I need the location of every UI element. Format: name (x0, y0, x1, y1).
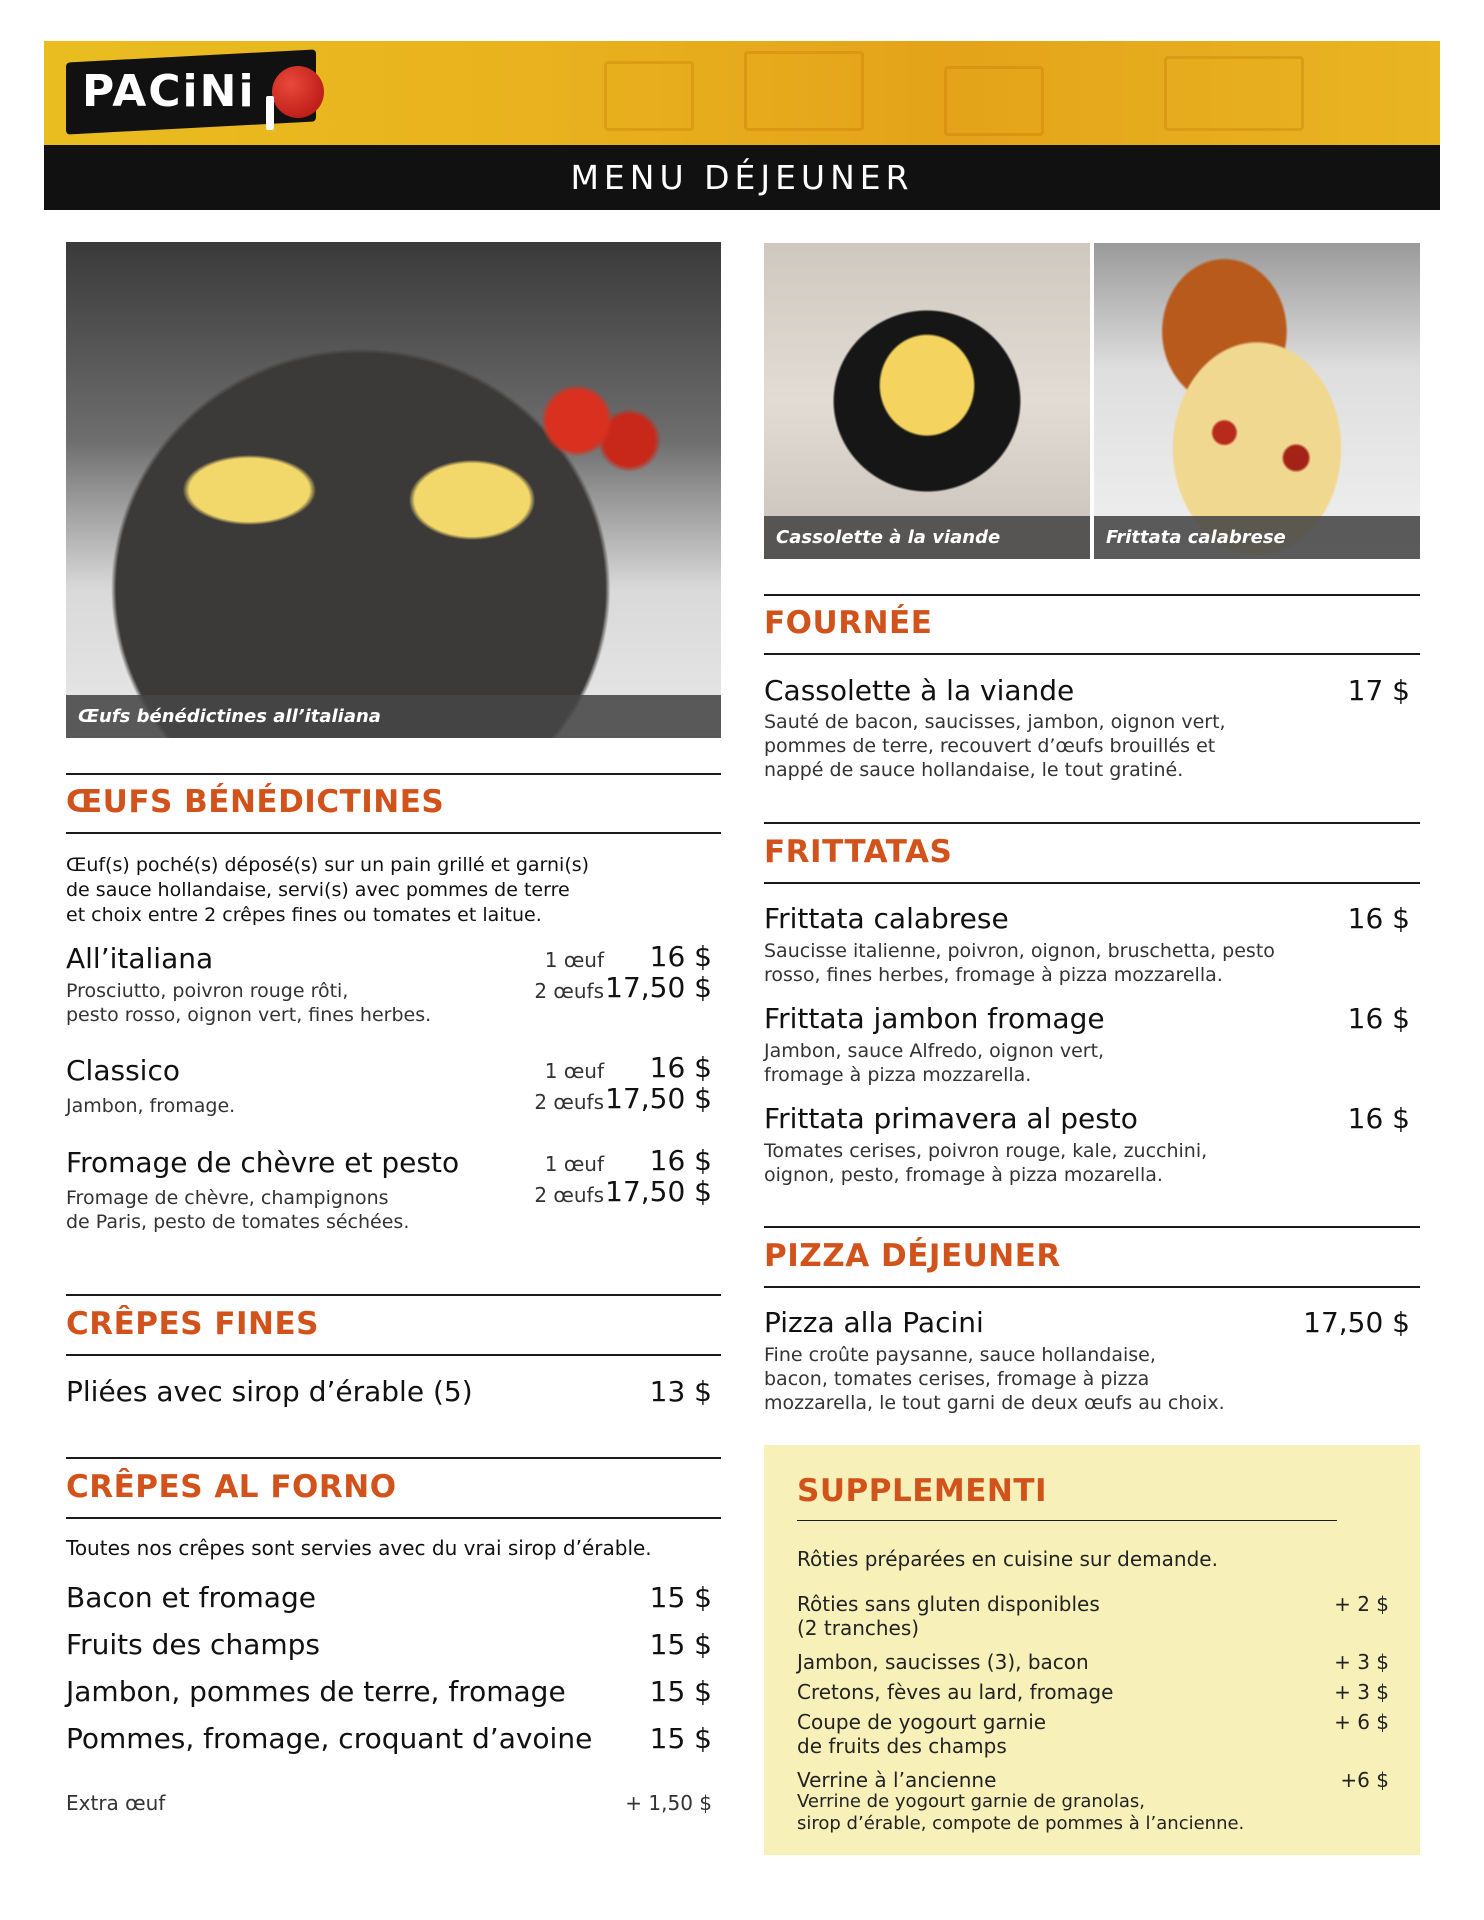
intro-line: de sauce hollandaise, servi(s) avec pommes de terre (66, 879, 570, 901)
section-title-pizza: PIZZA DÉJEUNER (764, 1238, 1061, 1274)
crepes-intro: Toutes nos crêpes sont servies avec du vrai sirop d’érable. (66, 1536, 652, 1560)
price: 16 $ (649, 940, 712, 973)
desc-line: rosso, fines herbes, fromage à pizza mozzarella. (764, 964, 1223, 986)
menu-item-name: Jambon, pommes de terre, fromage (66, 1675, 566, 1708)
supplement-sub-line: sirop d’érable, compote de pommes à l’ancienne. (797, 1813, 1245, 1834)
price: 17 $ (1347, 674, 1410, 707)
section-rule (66, 1457, 721, 1459)
supplement-item (797, 1768, 996, 1792)
menu-item-name: Pliées avec sirop d’érable (5) (66, 1375, 473, 1408)
section-rule (797, 1520, 1337, 1521)
desc-line: Saucisse italienne, poivron, oignon, bruschetta, pesto (764, 940, 1275, 962)
desc-line: pesto rosso, oignon vert, fines herbes. (66, 1004, 432, 1026)
price: 16 $ (649, 1144, 712, 1177)
photo-cassolette (764, 243, 1090, 559)
menu-title-bar (44, 145, 1440, 210)
menu-item-name: Bacon et fromage (66, 1581, 316, 1614)
desc-line: oignon, pesto, fromage à pizza mozarella. (764, 1164, 1163, 1186)
menu-item-desc (764, 710, 1226, 782)
supplement-price: + 2 $ (1334, 1592, 1389, 1616)
tomato-logo-icon (272, 66, 324, 118)
menu-item-name: Frittata jambon fromage (764, 1002, 1105, 1035)
supplement-line: Verrine à l’ancienne (797, 1768, 997, 1792)
desc-line: Tomates cerises, poivron rouge, kale, zucchini, (764, 1140, 1208, 1162)
supplement-sub-desc (797, 1791, 1244, 1835)
desc-line: Jambon, fromage. (66, 1095, 236, 1117)
banner-decoration (744, 51, 864, 131)
menu-item-name: Frittata calabrese (764, 902, 1009, 935)
price: 17,50 $ (605, 971, 712, 1004)
price: 16 $ (1347, 1002, 1410, 1035)
supplement-line: Jambon, saucisses (3), bacon (797, 1650, 1089, 1674)
extra-name: Extra œuf (66, 1791, 166, 1815)
desc-line: de Paris, pesto de tomates séchées. (66, 1211, 410, 1233)
price-label: 1 œuf (544, 1059, 604, 1083)
photo-caption: Œufs bénédictines all’italiana (66, 695, 721, 738)
supplement-line: de fruits des champs (797, 1734, 1007, 1758)
desc-line: bacon, tomates cerises, fromage à pizza (764, 1368, 1150, 1390)
supplement-price: + 3 $ (1334, 1680, 1389, 1704)
menu-item-desc (66, 979, 431, 1027)
desc-line: Prosciutto, poivron rouge rôti, (66, 980, 349, 1002)
section-rule (66, 1294, 721, 1296)
price: 17,50 $ (1303, 1306, 1410, 1339)
menu-item-name: Pizza alla Pacini (764, 1306, 984, 1339)
section-rule (764, 1286, 1420, 1288)
section-title-oeufs: ŒUFS BÉNÉDICTINES (66, 784, 445, 820)
supplement-line: Rôties sans gluten disponibles (797, 1592, 1100, 1616)
section-rule (764, 1226, 1420, 1228)
menu-item-name: Fromage de chèvre et pesto (66, 1146, 460, 1179)
supplement-item (797, 1592, 1100, 1640)
menu-item-desc (764, 1139, 1207, 1187)
photo-oeufs-benedictines (66, 242, 721, 738)
price: 15 $ (649, 1675, 712, 1708)
supplement-price: + 6 $ (1334, 1710, 1389, 1734)
section-title-fournee: FOURNÉE (764, 605, 933, 641)
price-label: 2 œufs (534, 1183, 604, 1207)
supplement-price: +6 $ (1340, 1768, 1389, 1792)
price: 15 $ (649, 1628, 712, 1661)
banner-decoration (604, 61, 694, 131)
section-title-crepes-fines: CRÊPES FINES (66, 1306, 319, 1342)
photo-frittata (1094, 243, 1420, 559)
section-title-frittatas: FRITTATAS (764, 834, 953, 870)
price: 15 $ (649, 1722, 712, 1755)
section-title-crepes-forno: CRÊPES AL FORNO (66, 1469, 397, 1505)
menu-item-name: Pommes, fromage, croquant d’avoine (66, 1722, 593, 1755)
supplement-line: (2 tranches) (797, 1616, 920, 1640)
banner-decoration (1164, 56, 1304, 131)
menu-item-desc (764, 939, 1275, 987)
desc-line: mozzarella, le tout garni de deux œufs au choix. (764, 1392, 1225, 1414)
price-label: 2 œufs (534, 1090, 604, 1114)
section-rule (66, 832, 721, 834)
desc-line: Fine croûte paysanne, sauce hollandaise, (764, 1344, 1156, 1366)
price-label: 2 œufs (534, 979, 604, 1003)
menu-item-name: Cassolette à la viande (764, 674, 1075, 707)
intro-line: Œuf(s) poché(s) déposé(s) sur un pain grillé et garni(s) (66, 854, 590, 876)
price: 13 $ (649, 1375, 712, 1408)
desc-line: nappé de sauce hollandaise, le tout gratiné. (764, 759, 1184, 781)
supplement-item (797, 1680, 1113, 1704)
banner-decoration (944, 66, 1044, 136)
supplement-sub-line: Verrine de yogourt garnie de granolas, (797, 1791, 1145, 1812)
extra-price: + 1,50 $ (625, 1791, 712, 1815)
supplement-item (797, 1710, 1046, 1758)
supplement-line: Cretons, fèves au lard, fromage (797, 1680, 1114, 1704)
oeufs-intro (66, 853, 589, 928)
supplement-line: Coupe de yogourt garnie (797, 1710, 1047, 1734)
price: 17,50 $ (605, 1175, 712, 1208)
section-rule (66, 773, 721, 775)
menu-item-name: All’italiana (66, 942, 214, 975)
section-title-supplementi: SUPPLEMENTI (797, 1473, 1048, 1509)
desc-line: Sauté de bacon, saucisses, jambon, oignon vert, (764, 711, 1226, 733)
menu-item-name: Fruits des champs (66, 1628, 320, 1661)
section-rule (764, 822, 1420, 824)
supplement-price: + 3 $ (1334, 1650, 1389, 1674)
photo-caption: Frittata calabrese (1094, 516, 1420, 559)
price: 17,50 $ (605, 1082, 712, 1115)
desc-line: Fromage de chèvre, champignons (66, 1187, 389, 1209)
menu-item-desc (66, 1094, 235, 1118)
menu-item-name: Classico (66, 1054, 180, 1087)
desc-line: Jambon, sauce Alfredo, oignon vert, (764, 1040, 1105, 1062)
logo: PACiNi (82, 66, 256, 117)
page-title: MENU DÉJEUNER (570, 158, 914, 197)
section-rule (764, 653, 1420, 655)
desc-line: fromage à pizza mozzarella. (764, 1064, 1032, 1086)
price: 16 $ (649, 1051, 712, 1084)
section-rule (764, 882, 1420, 884)
price-label: 1 œuf (544, 1152, 604, 1176)
section-rule (764, 594, 1420, 596)
price: 15 $ (649, 1581, 712, 1614)
intro-line: et choix entre 2 crêpes fines ou tomates et laitue. (66, 904, 542, 926)
menu-item-name: Frittata primavera al pesto (764, 1102, 1138, 1135)
price: 16 $ (1347, 1102, 1410, 1135)
menu-item-desc (764, 1343, 1225, 1415)
fork-logo-icon (266, 96, 274, 130)
desc-line: pommes de terre, recouvert d’œufs brouillés et (764, 735, 1216, 757)
photo-caption: Cassolette à la viande (764, 516, 1090, 559)
section-rule (66, 1354, 721, 1356)
menu-item-desc (66, 1186, 409, 1234)
menu-item-desc (764, 1039, 1104, 1087)
supplementi-intro: Rôties préparées en cuisine sur demande. (797, 1547, 1218, 1571)
supplement-item (797, 1650, 1089, 1674)
price-label: 1 œuf (544, 948, 604, 972)
section-rule (66, 1517, 721, 1519)
price: 16 $ (1347, 902, 1410, 935)
